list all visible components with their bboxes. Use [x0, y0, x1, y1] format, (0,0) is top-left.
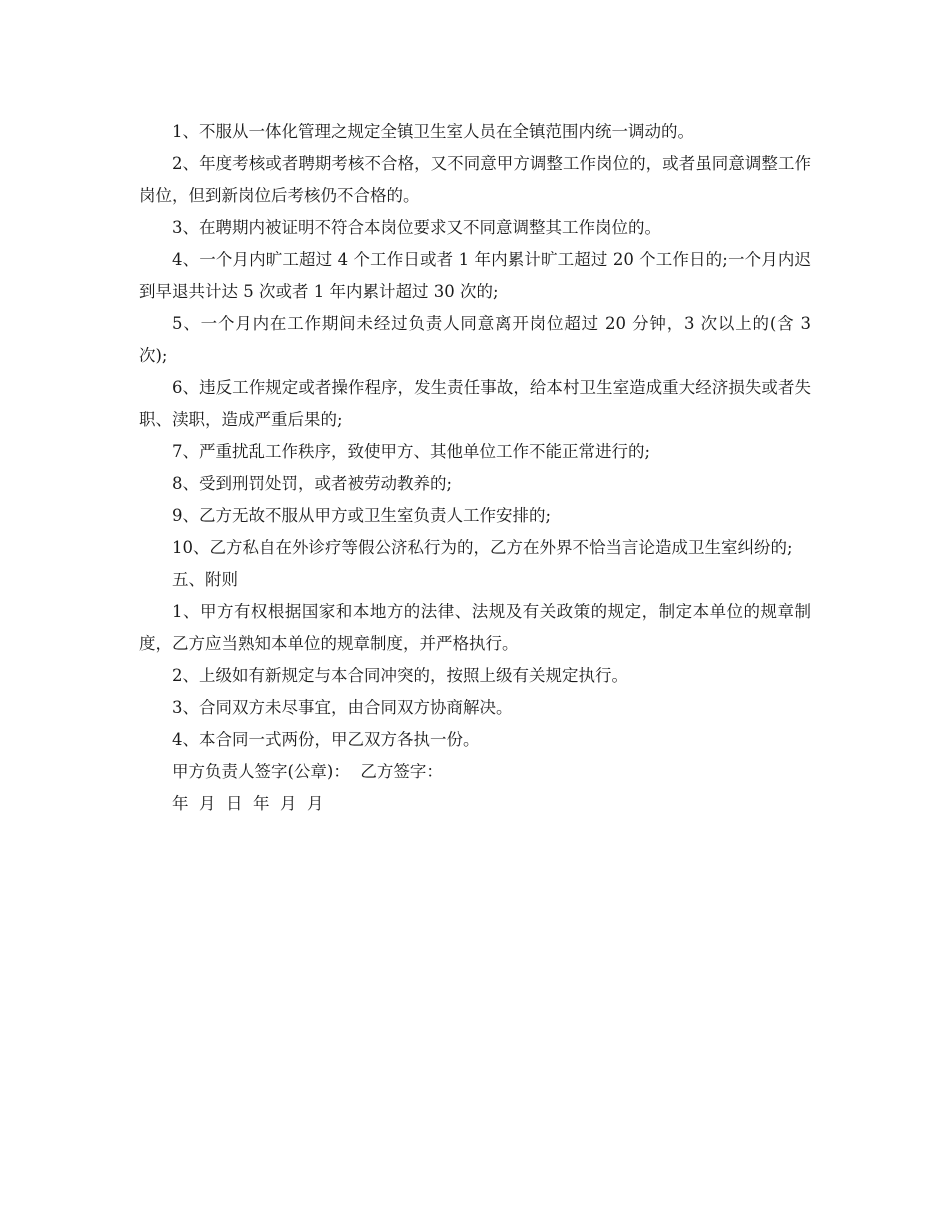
clause-1: 1、不服从一体化管理之规定全镇卫生室人员在全镇范围内统一调动的。: [172, 122, 694, 141]
supplementary-clause-1: 1、甲方有权根据国家和本地方的法律、法规及有关政策的规定，制定本单位的规章制度，乙方应当熟知本单位的规章制度，并严格执行。: [139, 602, 811, 653]
signature-line: 甲方负责人签字(公章)： 乙方签字：: [172, 762, 443, 781]
clause-6: 6、违反工作规定或者操作程序，发生责任事故，给本村卫生室造成重大经济损失或者失职、渎职，造成严重后果的;: [139, 378, 811, 429]
clause-9: 9、乙方无故不服从甲方或卫生室负责人工作安排的;: [172, 506, 552, 525]
clause-10: 10、乙方私自在外诊疗等假公济私行为的，乙方在外界不恰当言论造成卫生室纠纷的;: [172, 538, 793, 557]
clause-3: 3、在聘期内被证明不符合本岗位要求又不同意调整其工作岗位的。: [172, 218, 661, 237]
clause-7: 7、严重扰乱工作秩序，致使甲方、其他单位工作不能正常进行的;: [172, 442, 651, 461]
clause-5: 5、一个月内在工作期间未经过负责人同意离开岗位超过 20 分钟，3 次以上的(含 3 次);: [139, 314, 811, 365]
supplementary-clause-3: 3、合同双方未尽事宜，由合同双方协商解决。: [172, 698, 513, 717]
clause-8: 8、受到刑罚处罚，或者被劳动教养的;: [172, 474, 453, 493]
date-line: 年 月 日 年 月 月: [172, 794, 324, 813]
section-heading-supplementary: 五、附则: [172, 570, 238, 589]
supplementary-clause-2: 2、上级如有新规定与本合同冲突的，按照上级有关规定执行。: [172, 666, 628, 685]
clause-4: 4、一个月内旷工超过 4 个工作日或者 1 年内累计旷工超过 20 个工作日的;一个月内迟到早退共计达 5 次或者 1 年内累计超过 30 次的;: [139, 250, 811, 301]
document-body: [139, 116, 811, 820]
clause-2: 2、年度考核或者聘期考核不合格，又不同意甲方调整工作岗位的，或者虽同意调整工作岗位，但到新岗位后考核仍不合格的。: [139, 154, 811, 205]
supplementary-clause-4: 4、本合同一式两份，甲乙双方各执一份。: [172, 730, 480, 749]
